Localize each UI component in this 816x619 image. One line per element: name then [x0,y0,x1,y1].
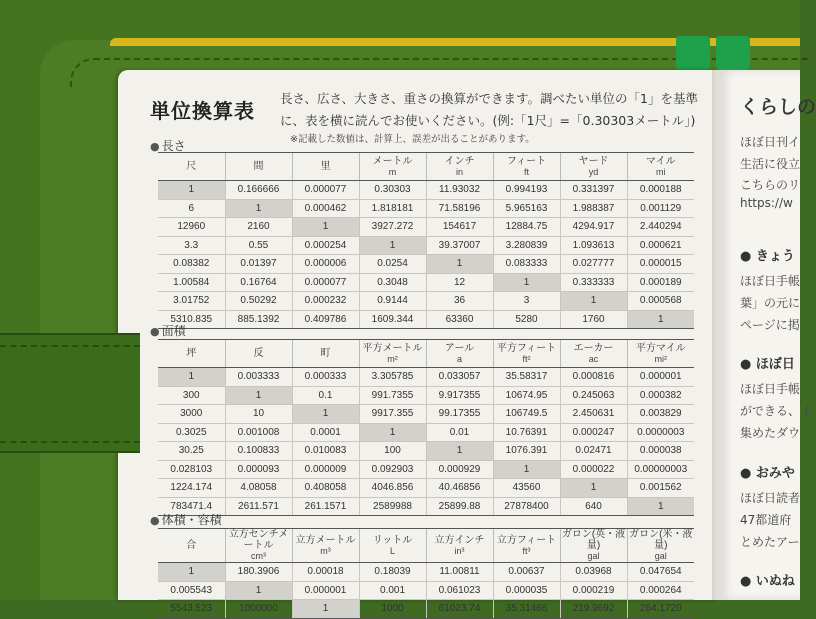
table-cell: 12960 [158,218,225,237]
table-cell: 1 [426,442,493,461]
table-cell: 39.37007 [426,236,493,255]
page-title: 単位換算表 [150,99,255,123]
pen-loop [676,36,710,70]
table-cell: 4.08058 [225,479,292,498]
table-cell: 11.00811 [426,563,493,582]
table-row [158,600,694,619]
table-cell: 0.000035 [493,581,560,600]
table-cell: 0.9144 [359,292,426,311]
table-cell: 3.280839 [493,236,560,255]
table-cell: 4294.917 [560,218,627,237]
right-page-line: 47都道府 [740,513,792,527]
table-cell: 0.000001 [627,368,694,387]
column-header: フィート ft [493,153,560,181]
right-page-line: 生活に役立 [740,157,801,171]
right-page-line: 葉」の元に [740,296,801,310]
table-cell: 3.01752 [158,292,225,311]
table-cell: 10 [225,405,292,424]
table-cell: 1 [292,405,359,424]
table-cell: 1 [426,255,493,274]
table-cell: 0.000006 [292,255,359,274]
table-cell: 0.000219 [560,581,627,600]
table-cell: 1.093613 [560,236,627,255]
table-cell: 9.917355 [426,386,493,405]
table-cell: 1 [225,581,292,600]
table-cell: 1224.174 [158,479,225,498]
table-row [158,581,694,600]
table-cell: 0.00018 [292,563,359,582]
column-header: 立方インチ in³ [426,529,493,563]
right-page-section-head: ● おみや [740,462,795,481]
notebook-cover-left [40,60,130,600]
table-cell: 0.001562 [627,479,694,498]
table-cell: 0.000382 [627,386,694,405]
table-cell: 0.083333 [493,255,560,274]
right-page-line: とめたアー [740,535,800,549]
column-header: 平方マイル mi² [627,340,694,368]
table-cell: 0.50292 [225,292,292,311]
table-row [158,255,694,274]
table-cell: 0.03968 [560,563,627,582]
table-cell: 1 [560,292,627,311]
table-cell: 0.001008 [225,423,292,442]
table-cell: 154617 [426,218,493,237]
table-cell: 25899.88 [426,497,493,516]
table-cell: 3927.272 [359,218,426,237]
table-cell: 27878400 [493,497,560,516]
table-cell: 1 [627,497,694,516]
volume-table [158,528,694,619]
length-table [158,152,694,329]
column-header: 立方メートル m³ [292,529,359,563]
table-cell: 0.0254 [359,255,426,274]
column-header: 平方メートル m² [359,340,426,368]
table-cell: 261.1571 [292,497,359,516]
table-cell: 0.000568 [627,292,694,311]
table-cell: 0.092903 [359,460,426,479]
column-header: エーカー ac [560,340,627,368]
table-cell: 0.033057 [426,368,493,387]
table-row [158,479,694,498]
table-cell: 0.994193 [493,181,560,200]
table-cell: 1 [627,310,694,329]
band-stitching [0,345,140,443]
table-cell: 1000000 [225,600,292,619]
column-header: 町 [292,340,359,368]
table-cell: 12 [426,273,493,292]
table-cell: 1000 [359,600,426,619]
table-cell: 0.0000003 [627,423,694,442]
table-cell: 0.166666 [225,181,292,200]
table-cell: 264.1720 [627,600,694,619]
column-header: アール a [426,340,493,368]
table-cell: 0.01 [426,423,493,442]
table-row [158,563,694,582]
column-header: メートル m [359,153,426,181]
table-cell: 0.02471 [560,442,627,461]
table-cell: 1 [158,563,225,582]
table-cell: 3.305785 [359,368,426,387]
table-row [158,199,694,218]
table-row [158,386,694,405]
table-cell: 1 [493,460,560,479]
note-text: ※記載した数値は、計算上、誤差が出ることがあります。 [290,134,535,145]
right-page-line: こちらのリ [740,178,801,192]
table-cell: 5280 [493,310,560,329]
table-cell: 3 [493,292,560,311]
table-cell: 0.061023 [426,581,493,600]
table-row [158,181,694,200]
table-cell: 0.000188 [627,181,694,200]
table-cell: 35.31466 [493,600,560,619]
table-cell: 10674.95 [493,386,560,405]
table-cell: 9917.355 [359,405,426,424]
table-row [158,368,694,387]
table-cell: 1 [225,386,292,405]
table-cell: 1 [292,218,359,237]
table-cell: 1 [225,199,292,218]
column-header: 平方フィート ft² [493,340,560,368]
table-cell: 0.000462 [292,199,359,218]
table-cell: 1 [359,236,426,255]
table-cell: 4046.856 [359,479,426,498]
table-cell: 2589988 [359,497,426,516]
table-cell: 61023.74 [426,600,493,619]
right-page-section-head: ● きょう [740,245,795,264]
table-cell: 0.000254 [292,236,359,255]
table-row [158,273,694,292]
right-page-line: ほぼ日手帳 [740,274,801,288]
table-cell: 0.000929 [426,460,493,479]
table-cell: 71.58196 [426,199,493,218]
table-cell: 1076.391 [493,442,560,461]
right-page-line: ほぼ日読者 [740,491,801,505]
table-cell: 783471.4 [158,497,225,516]
table-cell: 0.000247 [560,423,627,442]
table-cell: 640 [560,497,627,516]
column-header: 坪 [158,340,225,368]
pen-loop [716,36,750,70]
table-cell: 0.55 [225,236,292,255]
column-header: 立方センチメートル cm³ [225,529,292,563]
table-cell: 100 [359,442,426,461]
table-cell: 0.333333 [560,273,627,292]
table-cell: 0.000621 [627,236,694,255]
area-table [158,339,694,516]
table-cell: 0.000022 [560,460,627,479]
table-cell: 0.003333 [225,368,292,387]
table-cell: 1.818181 [359,199,426,218]
table-cell: 0.000189 [627,273,694,292]
table-row [158,423,694,442]
table-cell: 219.9692 [560,600,627,619]
table-cell: 991.7355 [359,386,426,405]
table-cell: 0.18039 [359,563,426,582]
section-volume-label: ● 体積・容積 [150,511,222,528]
right-page-line: ほぼ日刊イ [740,135,801,149]
table-row [158,236,694,255]
table-cell: 5543.523 [158,600,225,619]
right-page-line: https://w [740,196,793,210]
table-cell: 0.08382 [158,255,225,274]
table-cell: 0.000001 [292,581,359,600]
table-cell: 0.027777 [560,255,627,274]
table-cell: 1609.344 [359,310,426,329]
table-cell: 1760 [560,310,627,329]
table-cell: 5.965163 [493,199,560,218]
table-cell: 0.3048 [359,273,426,292]
section-length-label: ● 長さ [150,137,186,154]
table-cell: 0.005543 [158,581,225,600]
table-cell: 6 [158,199,225,218]
column-header: 立方フィート ft³ [493,529,560,563]
table-cell: 1 [493,273,560,292]
table-cell: 106749.5 [493,405,560,424]
table-cell: 5310.835 [158,310,225,329]
right-page-line: ができる、イ [740,404,813,418]
table-row [158,460,694,479]
table-cell: 0.000093 [225,460,292,479]
table-cell: 0.00000003 [627,460,694,479]
column-header: リットル L [359,529,426,563]
right-page-line: ほぼ日手帳 [740,382,801,396]
table-cell: 63360 [426,310,493,329]
table-cell: 0.000077 [292,273,359,292]
table-cell: 0.1 [292,386,359,405]
column-header: 里 [292,153,359,181]
table-cell: 0.001129 [627,199,694,218]
column-header: インチ in [426,153,493,181]
column-header: 合 [158,529,225,563]
right-page-section-head: ● ほぼ日 [740,353,795,372]
table-cell: 2160 [225,218,292,237]
section-area-label: ● 面積 [150,322,186,339]
table-cell: 0.000038 [627,442,694,461]
table-cell: 0.3025 [158,423,225,442]
column-header: ガロン(米・液量) gal [627,529,694,563]
table-cell: 0.000264 [627,581,694,600]
table-cell: 30.25 [158,442,225,461]
table-cell: 1 [359,423,426,442]
table-cell: 885.1392 [225,310,292,329]
table-cell: 0.003829 [627,405,694,424]
table-cell: 11.93032 [426,181,493,200]
table-cell: 0.331397 [560,181,627,200]
table-cell: 0.001 [359,581,426,600]
table-cell: 0.000009 [292,460,359,479]
table-row [158,218,694,237]
table-row [158,310,694,329]
table-cell: 2.450631 [560,405,627,424]
table-row [158,442,694,461]
table-cell: 0.409786 [292,310,359,329]
column-header: マイル mi [627,153,694,181]
table-cell: 12884.75 [493,218,560,237]
table-cell: 1 [158,181,225,200]
table-cell: 1.988387 [560,199,627,218]
table-row [158,405,694,424]
column-header: 尺 [158,153,225,181]
column-header: ガロン(英・液量) gal [561,529,626,561]
table-cell: 0.408058 [292,479,359,498]
table-cell: 1 [292,600,359,619]
table-cell: 40.46856 [426,479,493,498]
table-cell: 1.00584 [158,273,225,292]
table-cell: 10.76391 [493,423,560,442]
table-cell: 0.028103 [158,460,225,479]
table-cell: 180.3906 [225,563,292,582]
column-header: ヤード yd [560,153,627,181]
table-row [158,497,694,516]
right-page-line: 集めたダウ [740,426,801,440]
column-header: 反 [225,340,292,368]
right-page-line: ページに掲 [740,318,800,332]
table-cell: 43560 [493,479,560,498]
closure-band [0,333,140,453]
intro-text: 長さ、広さ、大きさ、重さの換算ができます。調べたい単位の「1」を基準に、表を横に読んでお使いください。(例:「1尺」=「0.30303メートル」) [280,91,698,128]
table-cell: 3000 [158,405,225,424]
table-cell: 1 [158,368,225,387]
table-cell: 2611.571 [225,497,292,516]
table-cell: 0.000333 [292,368,359,387]
table-cell: 35.58317 [493,368,560,387]
table-cell: 3.3 [158,236,225,255]
table-cell: 0.010083 [292,442,359,461]
table-cell: 2.440294 [627,218,694,237]
table-cell: 0.01397 [225,255,292,274]
table-cell: 0.000816 [560,368,627,387]
table-cell: 0.16764 [225,273,292,292]
table-cell: 0.047654 [627,563,694,582]
table-cell: 0.000232 [292,292,359,311]
right-page-title: くらしの [740,96,816,118]
table-cell: 300 [158,386,225,405]
table-cell: 99.17355 [426,405,493,424]
table-cell: 0.245063 [560,386,627,405]
table-row [158,292,694,311]
table-cell: 1 [560,479,627,498]
table-cell: 0.000077 [292,181,359,200]
table-cell: 0.0001 [292,423,359,442]
table-cell: 0.00637 [493,563,560,582]
table-cell: 0.100833 [225,442,292,461]
table-cell: 36 [426,292,493,311]
table-cell: 0.000015 [627,255,694,274]
column-header: 間 [225,153,292,181]
right-page-section-head: ● いぬね [740,570,795,589]
table-cell: 0.30303 [359,181,426,200]
